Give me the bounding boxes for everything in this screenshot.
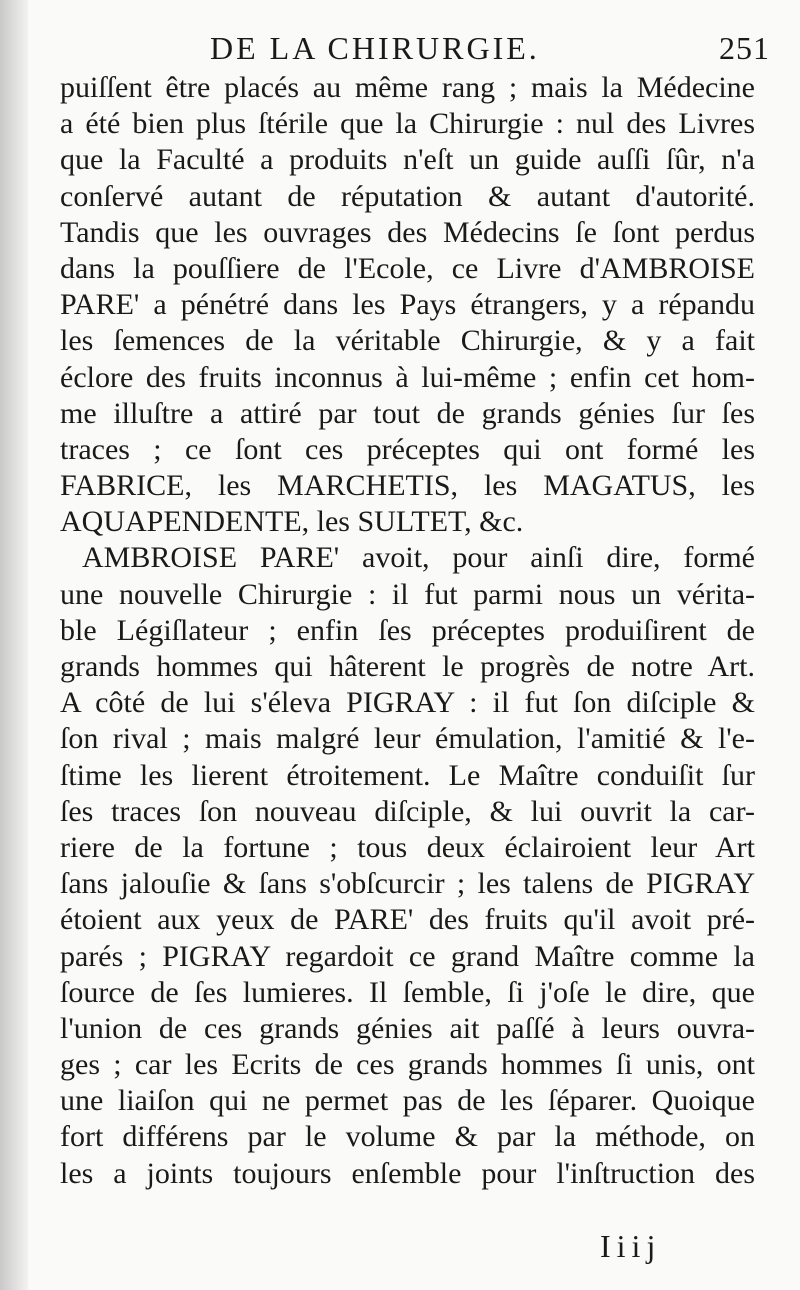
text-line: A côté de lui s'éleva PIGRAY : il fut ſon diſciple & xyxy=(60,686,755,720)
text-line: ſon rival ; mais malgré leur émulation, l'amitié & l'e- xyxy=(60,722,755,756)
text-line: ſource de ſes lumieres. Il ſemble, ſi j'oſe le dire, que xyxy=(60,975,755,1009)
text-line: fort différens par le volume & par la méthode, on xyxy=(60,1120,755,1154)
text-line: conſervé autant de réputation & autant d'autorité. xyxy=(60,179,755,213)
signature-mark: Iiij xyxy=(600,1228,662,1264)
text-line: puiſſent être placés au même rang ; mais la Médecine xyxy=(60,71,755,104)
text-line: étoient aux yeux de PARE' des fruits qu'il avoit pré- xyxy=(60,903,755,937)
text-line: ſes traces ſon nouveau diſciple, & lui ouvrit la car- xyxy=(60,794,755,828)
text-line: a été bien plus ſtérile que la Chirurgie : nul des Livres xyxy=(60,107,755,141)
text-line: éclore des fruits inconnus à lui-même ; enfin cet hom- xyxy=(60,360,755,394)
text-line: parés ; PIGRAY regardoit ce grand Maître comme la xyxy=(60,939,755,973)
text-line: l'union de ces grands génies ait paſſé à leurs ouvra- xyxy=(60,1011,755,1045)
text-line: ſtime les lierent étroitement. Le Maître conduiſit ſur xyxy=(60,758,755,792)
text-line: les ſemences de la véritable Chirurgie, & y a fait xyxy=(60,324,755,358)
page-header xyxy=(210,30,770,70)
text-line: grands hommes qui hâterent le progrès de notre Art. xyxy=(60,650,755,683)
text-line: les a joints toujours enſemble pour l'inſtruction des xyxy=(60,1156,755,1190)
text-line: PARE' a pénétré dans les Pays étrangers, y a répandu xyxy=(60,288,755,322)
page-number: 251 xyxy=(719,30,770,66)
paragraph-start-line: AMBROISE PARE' avoit, pour ainſi dire, formé xyxy=(82,541,755,575)
text-line: que la Faculté a produits n'eſt un guide auſſi ſûr, n'a xyxy=(60,143,755,177)
text-line: ges ; car les Ecrits de ces grands hommes ſi unis, ont xyxy=(60,1048,755,1082)
text-line: FABRICE, les MARCHETIS, les MAGATUS, les xyxy=(60,469,755,503)
text-line: ſans jalouſie & ſans s'obſcurcir ; les talens de PIGRAY xyxy=(60,867,755,901)
text-line: ble Légiſlateur ; enfin ſes préceptes produiſirent de xyxy=(60,613,755,647)
page-gutter-shadow xyxy=(0,0,28,1290)
text-line: Tandis que les ouvrages des Médecins ſe ſont perdus xyxy=(60,215,755,249)
text-line: me illuſtre a attiré par tout de grands génies ſur ſes xyxy=(60,396,755,430)
text-line: une nouvelle Chirurgie : il fut parmi nous un vérita- xyxy=(60,577,755,611)
text-line: une liaiſon qui ne permet pas de les ſéparer. Quoique xyxy=(60,1084,755,1118)
text-line: dans la pouſſiere de l'Ecole, ce Livre d'AMBROISE xyxy=(60,251,755,285)
text-line: traces ; ce ſont ces préceptes qui ont formé les xyxy=(60,432,755,466)
text-line: riere de la fortune ; tous deux éclairoient leur Art xyxy=(60,830,755,864)
running-title: DE LA CHIRURGIE. xyxy=(210,30,540,66)
body-text xyxy=(60,70,755,1192)
paragraph-end-line: AQUAPENDENTE, les SULTET, &c. xyxy=(60,505,524,539)
